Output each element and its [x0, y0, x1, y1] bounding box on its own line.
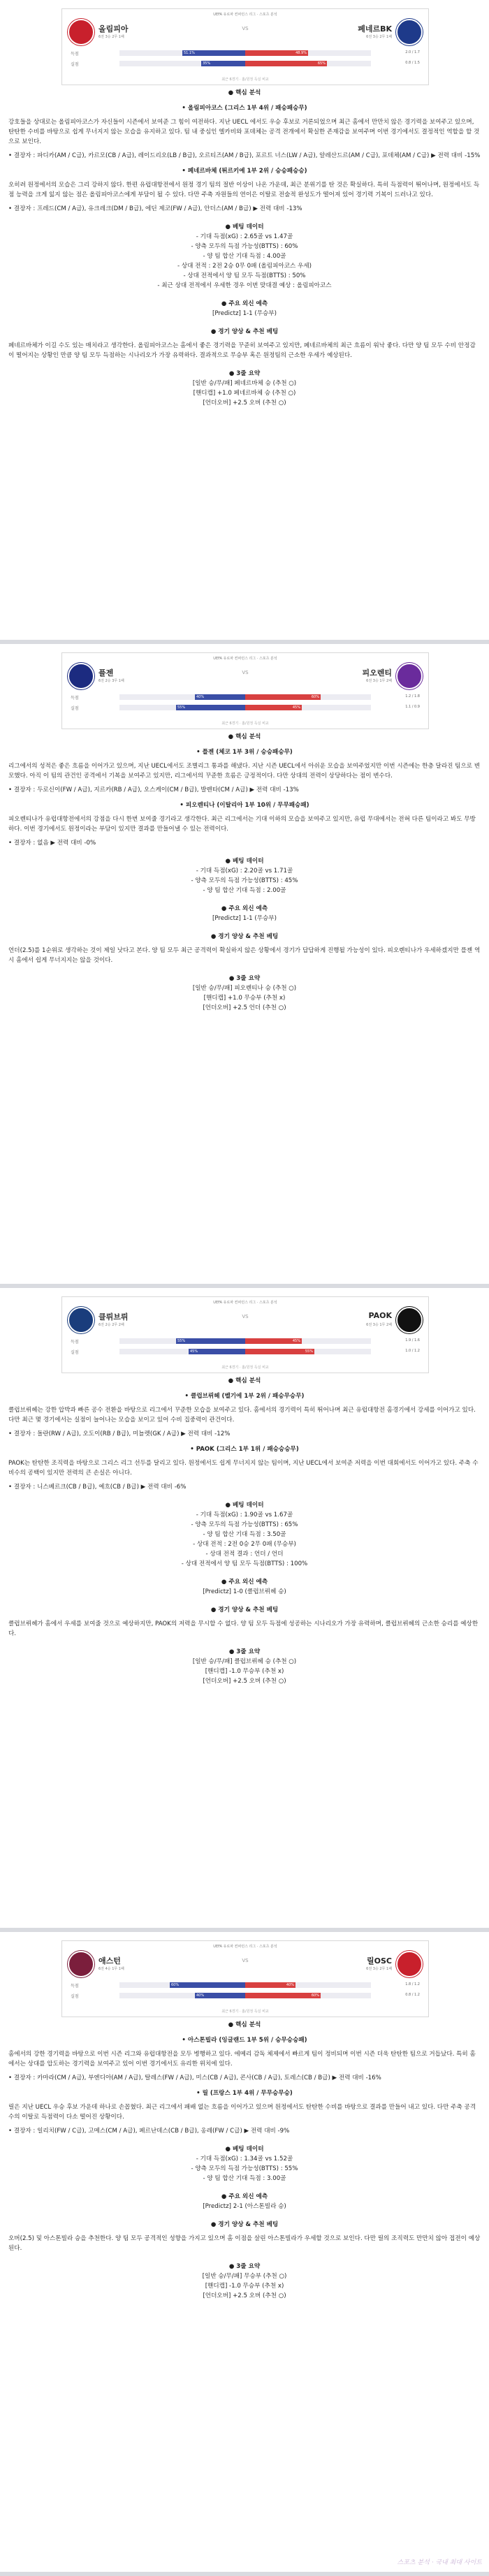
comparison-row [71, 694, 420, 701]
comparison-value: 1.8 / 1.2 [405, 1982, 420, 1986]
data-line: - 양측 모두의 득점 가능성(BTTS) : 45% [191, 877, 298, 884]
data-line: [핸디캡] -1.0 무승부 (추천 x) [205, 1668, 284, 1675]
section-heading: ● 주요 외신 예측 [221, 1579, 268, 1586]
analysis-paragraph: • 결장자 : 없음 ▶ 전력 대비 -0% [8, 840, 96, 847]
comparison-label: 득점 [71, 1340, 79, 1345]
team-subheading: • 클럽브뤼헤 (벨기에 1부 2위 / 패승무승무) [184, 1393, 305, 1400]
away-team [311, 1307, 423, 1335]
data-line: - 상대 전적에서 양 팀 모두 득점(BTTS) : 100% [181, 1560, 308, 1567]
comparison-track [119, 694, 371, 700]
away-share-bar: 65% [245, 61, 327, 66]
section-heading: ● 주요 외신 예측 [221, 905, 268, 912]
analysis-content [0, 732, 489, 1013]
away-share-bar: 45% [245, 705, 302, 710]
match-card [61, 1940, 429, 2017]
away-crest-icon [396, 1951, 423, 1977]
away-team [311, 663, 423, 691]
comparison-bars [71, 1338, 420, 1359]
home-team [68, 1951, 180, 1979]
data-line: - 기대 득점(xG) : 2.20골 vs 1.71골 [196, 868, 293, 874]
analysis-paragraph: 클럽브뤼헤가 홈에서 우세를 보여줄 것으로 예상하지만, PAOK의 저력을 무시할 수 없다. 양 팀 모두 득점에 성공하는 시나리오가 가장 유력하며, 클럽브뤼헤의 근소한 승리를 예상한다. [8, 1620, 479, 1637]
comparison-row [71, 1348, 420, 1355]
away-share-bar: 45% [245, 1338, 302, 1344]
comparison-label: 득점 [71, 1984, 79, 1989]
away-crest-icon [396, 19, 423, 45]
comparison-track [119, 50, 371, 56]
section-heading: ● 경기 양상 & 추천 베팅 [210, 1607, 279, 1613]
section-heading: ● 3줄 요약 [228, 1648, 261, 1655]
data-line: [핸디캡] -1.0 무승부 (추천 x) [205, 2283, 284, 2290]
data-line: - 상대 전적에서 양 팀 모두 득점(BTTS) : 50% [183, 272, 306, 279]
data-line: - 양측 모두의 득점 가능성(BTTS) : 60% [191, 243, 298, 250]
card-footer: 최근 6경기 · 홈/원정 득실 비교 [221, 1366, 269, 1370]
comparison-track [119, 705, 371, 710]
home-team-name: 플젠 [98, 668, 114, 678]
vs-label: VS [242, 1958, 249, 1963]
comparison-row [71, 1338, 420, 1345]
away-team-name: 릴OSC [367, 1956, 392, 1966]
analysis-paragraph: • 결장자 : 일리치(FW / C급), 고메스(CM / A급), 페르난데스(CB / B급), 옹레(FW / C급) ▶ 전력 대비 -9% [8, 2128, 290, 2135]
match-card [61, 1296, 429, 1373]
analysis-content [0, 2020, 489, 2301]
comparison-track [119, 1993, 371, 1998]
section-heading: ● 주요 외신 예측 [221, 2193, 268, 2200]
home-team-record: 6전 2승 3무 1패 [98, 679, 124, 683]
comparison-value: 1.0 / 1.2 [405, 1349, 420, 1353]
data-line: - 상대 전적 : 2전 2승 0무 0패 (올림피아코스 우세) [177, 263, 312, 270]
data-line: - 양측 모두의 득점 가능성(BTTS) : 65% [191, 1521, 298, 1528]
analysis-paragraph: 리그에서의 성적은 좋은 흐름을 이어가고 있으며, 지난 UECL에서도 조별리그 통과를 해냈다. 지난 시즌 UECL에서 아쉬운 모습을 보여주었지만 이번 시즌에는 한층 달라진 팀으로 변모했다. 아직 이 팀의 관건인 공격에서 기복을 보여주고 있지만, 리그에서의 꾸준한 흐름은 긍정적이다. 다만 상대의 전력이 상당하다는 점이 변수다. [8, 763, 481, 780]
home-crest-icon [68, 1951, 94, 1977]
home-crest-icon [68, 1307, 94, 1333]
home-team-name: 애스턴 [98, 1956, 121, 1966]
analysis-paragraph: • 결장자 : 프레드(CM / A급), 유크레크(DM / B급), 에딘 제코(FW / A급), 안더스(AM / B급) ▶ 전력 대비 -13% [8, 205, 302, 212]
comparison-track [119, 1338, 371, 1344]
data-line: [언더오버] +2.5 오버 (추천 ○) [203, 1678, 286, 1685]
home-team-name: 클뤼브뤼 [98, 1312, 129, 1322]
away-share-bar: 48.9% [245, 50, 308, 56]
analysis-paragraph: 오히려 원정에서의 모습은 그리 강하지 않다. 한편 유럽대항전에서 원정 경기 팀의 절반 이상이 나온 가운데, 최근 분위기를 탄 것은 확실하다. 특히 득점력이 뛰어나며, 원정에서도 득점 능력을 크게 잃지 않는 점은 올림피아코스에게 부담이 될 수 있다. 다만 주축 자원들의 연이은 이탈로 전술적 완성도가 떨어져 있어 경기력 기복이 드러나고 있다. [8, 182, 480, 198]
comparison-bars [71, 694, 420, 715]
comparison-track [119, 61, 371, 66]
card-footer: 최근 6경기 · 홈/원정 득실 비교 [221, 2010, 269, 2014]
data-line: - 상대 전적 : 2전 0승 2무 0패 (무승부) [193, 1541, 296, 1548]
analysis-paragraph: • 결장자 : 니스베르크(CB / B급), 예흐(CB / B급) ▶ 전력 대비 -6% [8, 1484, 187, 1491]
comparison-row [71, 50, 420, 57]
site-watermark: 스포츠 분석 · 국내 최대 사이트 [397, 2559, 482, 2566]
section-heading: ● 베팅 데이터 [225, 858, 264, 865]
match-meta: UEFA 유로파 컨퍼런스 리그 · 스포츠 분석 [213, 657, 277, 661]
away-share-bar: 60% [245, 694, 321, 700]
comparison-label: 실점 [71, 1994, 79, 1999]
home-team [68, 1307, 180, 1335]
vs-label: VS [242, 670, 249, 675]
team-subheading: • 플젠 (체코 1부 3위 / 승승패승무) [196, 749, 293, 756]
away-team [311, 19, 423, 47]
comparison-value: 0.8 / 1.5 [405, 61, 420, 65]
data-line: [Predictz] 1-1 (무승부) [212, 915, 277, 922]
analysis-paragraph: 피오렌티나가 유럽대항전에서의 강점을 다시 한번 보여줄 경기라고 생각한다. 최근 리그에서는 기대 이하의 모습을 보여주고 있지만, 유럽 무대에서는 전혀 다른 팀이라고 봐도 무방하다. 이번 경기에서도 원정이라는 부담이 있지만 결과를 만들어낼 수 있는 전력이다. [8, 816, 476, 833]
match-section [0, 1932, 489, 2576]
home-crest-icon [68, 19, 94, 45]
away-share-bar: 60% [245, 1993, 321, 1998]
section-heading: ● 3줄 요약 [228, 370, 261, 377]
section-divider [0, 2572, 489, 2576]
analysis-content [0, 1376, 489, 1686]
away-team-record: 6전 3승 2무 1패 [366, 35, 392, 39]
data-line: [Predictz] 1-1 (무승부) [212, 310, 277, 317]
data-line: - 기대 득점(xG) : 2.65골 vs 1.47골 [196, 233, 293, 240]
comparison-bars [71, 1982, 420, 2003]
match-section [0, 644, 489, 1288]
home-team-name: 올림피아 [98, 24, 129, 34]
away-share-bar: 55% [245, 1349, 314, 1354]
comparison-label: 득점 [71, 696, 79, 701]
match-card [61, 652, 429, 729]
comparison-value: 1.9 / 1.6 [405, 1338, 420, 1342]
analysis-paragraph: 강호들을 상대로는 올림피아코스가 자신들이 시즌에서 보여준 그 힘이 여전하다. 지난 UECL 에서도 우승 후보로 거론되었으며 최근 홈에서 만만치 않은 경기력을 보여주고 있으며, 탄탄한 수비를 바탕으로 쉽게 무너지지 않는 모습을 유지하고 있다. 팀 내 중심인 엘카비와 포데체는 공격 전개에서 확실한 존재감을 보여주며 이번 경기에서도 결정적인 역할을 할 것으로 보인다. [8, 119, 480, 145]
comparison-label: 실점 [71, 1350, 79, 1355]
home-team [68, 19, 180, 47]
home-team-record: 6전 4승 1무 1패 [98, 1967, 124, 1971]
section-heading: ● 핵심 분석 [228, 1377, 261, 1384]
data-line: [Predictz] 1-0 (클럽브뤼헤 승) [203, 1588, 286, 1595]
away-team-name: 페네르BK [358, 24, 392, 34]
home-crest-icon [68, 663, 94, 689]
analysis-paragraph: 오버(2.5) 및 아스톤빌라 승을 추천한다. 양 팀 모두 공격적인 성향을 가지고 있으며 홈 이점을 살린 아스톤빌라가 우세할 것으로 보인다. 다만 릴의 조직력도 만만치 않아 접전이 예상된다. [8, 2235, 481, 2252]
home-team-record: 6전 2승 2무 2패 [98, 1323, 124, 1327]
data-line: [일반 승/무/패] 클럽브뤼헤 승 (추천 ○) [192, 1658, 297, 1665]
data-line: [언더오버] +2.5 오버 (추천 ○) [203, 2292, 286, 2299]
card-footer: 최근 6경기 · 홈/원정 득실 비교 [221, 722, 269, 726]
away-share-bar: 40% [245, 1982, 295, 1988]
home-share-bar: 51.1% [182, 50, 245, 56]
analysis-content [0, 88, 489, 408]
vs-label: VS [242, 1314, 249, 1319]
data-line: [언더오버] +2.5 오버 (추천 ○) [203, 400, 286, 407]
analysis-paragraph: 릴은 지난 UECL 우승 후보 가운데 하나로 손꼽혔다. 최근 리그에서 패배 없는 흐름을 이어가고 있으며 원정에서도 탄탄한 수비를 바탕으로 결과를 만들어 내고 있다. 다만 주축 공격수의 이탈로 득점력이 다소 떨어진 상황이다. [8, 2104, 476, 2121]
section-heading: ● 핵심 분석 [228, 733, 261, 740]
analysis-paragraph: 홈에서의 강한 경기력을 바탕으로 이번 시즌 리그와 유럽대항전을 모두 병행하고 있다. 에메리 감독 체제에서 빠르게 팀이 정비되며 이번 시즌 더욱 탄탄한 팀으로 거듭났다. 특히 홈에서는 상대를 압도하는 경기력을 보여주고 있어 이번 경기에서도 유리한 위치에 있다. [8, 2051, 476, 2068]
data-line: - 양 팀 합산 기대 득점 : 3.00골 [203, 2175, 286, 2182]
data-line: - 양측 모두의 득점 가능성(BTTS) : 55% [191, 2165, 298, 2172]
comparison-row [71, 704, 420, 711]
data-line: - 상대 전적 결과 : 언더 / 언더 [205, 1551, 284, 1558]
data-line: [일반 승/무/패] 무승부 (추천 ○) [202, 2273, 287, 2280]
comparison-value: 2.0 / 1.7 [405, 50, 420, 54]
match-meta: UEFA 유로파 컨퍼런스 리그 · 스포츠 분석 [213, 13, 277, 17]
section-heading: ● 핵심 분석 [228, 2021, 261, 2028]
data-line: - 기대 득점(xG) : 1.90골 vs 1.67골 [196, 1512, 293, 1518]
data-line: - 양 팀 합산 기대 득점 : 4.00골 [203, 253, 286, 260]
section-heading: ● 경기 양상 & 추천 베팅 [210, 328, 279, 335]
analysis-paragraph: • 결장자 : 카마라(CM / A급), 부엔디아(AM / A급), 탈레스(FW / A급), 미스(CB / A급), 콘사(CB / A급), 토레스(CB / B급) ▶ 전력 대비 -16% [8, 2074, 381, 2081]
comparison-track [119, 1349, 371, 1354]
comparison-value: 0.8 / 1.2 [405, 1993, 420, 1997]
analysis-paragraph: 페네르바체가 이길 수도 있는 매치라고 생각한다. 올림피아코스는 홈에서 좋은 경기력을 꾸준히 보여주고 있지만, 페네르바체의 최근 흐름이 워낙 좋다. 다만 양 팀 모두 수비 안정감이 떨어지는 상황인 만큼 양 팀 모두 득점하는 시나리오가 가장 유력하다. 결과적으로 무승부 혹은 원정팀의 근소한 우세가 예상된다. [8, 342, 476, 359]
section-heading: ● 3줄 요약 [228, 2263, 261, 2270]
team-subheading: • 올림피아코스 (그리스 1부 4위 / 패승패승무) [182, 105, 307, 112]
data-line: [핸디캡] +1.0 무승부 (추천 x) [203, 995, 286, 1002]
data-line: [언더오버] +2.5 언더 (추천 ○) [203, 1004, 286, 1011]
team-subheading: • PAOK (그리스 1부 1위 / 패승승승무) [190, 1446, 299, 1453]
match-meta: UEFA 유로파 컨퍼런스 리그 · 스포츠 분석 [213, 1945, 277, 1949]
home-share-bar: 55% [176, 1338, 245, 1344]
away-team-record: 6전 3승 2무 1패 [366, 1967, 392, 1971]
data-line: - 양 팀 합산 기대 득점 : 2.00골 [203, 887, 286, 894]
team-subheading: • 릴 (프랑스 1부 4위 / 무무승무승) [196, 2090, 293, 2097]
away-team-name: PAOK [368, 1311, 392, 1320]
data-line: - 최근 상대 전적에서 우세한 경우 이번 맞대결 예상 : 올림피아코스 [157, 282, 332, 289]
comparison-row [71, 1992, 420, 1999]
home-share-bar: 40% [195, 1993, 245, 1998]
section-heading: ● 경기 양상 & 추천 베팅 [210, 933, 279, 940]
away-crest-icon [396, 1307, 423, 1333]
comparison-label: 실점 [71, 706, 79, 711]
section-heading: ● 주요 외신 예측 [221, 300, 268, 307]
section-heading: ● 베팅 데이터 [225, 1502, 264, 1509]
vs-label: VS [242, 26, 249, 31]
data-line: [핸디캡] +1.0 페네르바체 승 (추천 ○) [193, 390, 296, 397]
analysis-paragraph: 클럽브뤼헤는 강한 압박과 빠른 공수 전환을 바탕으로 리그에서 꾸준한 모습을 보여주고 있다. 홈에서의 경기력이 특히 뛰어나며 최근 유럽대항전 홈경기에서 강세를 이어가고 있다. 다만 최근 몇 경기에서는 실점이 늘어나는 모습을 보이고 있어 수비 집중력이 관건이다. [8, 1407, 476, 1424]
away-team-record: 6전 3승 1무 2패 [366, 679, 392, 683]
away-team-record: 6전 3승 1무 2패 [366, 1323, 392, 1327]
home-share-bar: 35% [201, 61, 245, 66]
home-team [68, 663, 180, 691]
match-card [61, 8, 429, 85]
comparison-row [71, 1982, 420, 1989]
home-share-bar: 40% [195, 694, 245, 700]
data-line: [일반 승/무/패] 페네르바체 승 (추천 ○) [192, 380, 297, 387]
team-subheading: • 페네르바체 (튀르키예 1부 2위 / 승승패승승) [182, 168, 307, 175]
analysis-paragraph: • 결장자 : 두로신이(FW / A급), 지르카(RB / A급), 오스케이(CM / B급), 발렌타(CM / A급) ▶ 전력 대비 -13% [8, 786, 299, 793]
match-meta: UEFA 유로파 컨퍼런스 리그 · 스포츠 분석 [213, 1301, 277, 1305]
data-line: - 양 팀 합산 기대 득점 : 3.50골 [203, 1531, 286, 1538]
away-team [311, 1951, 423, 1979]
home-share-bar: 55% [176, 705, 245, 710]
comparison-row [71, 60, 420, 67]
match-section [0, 0, 489, 644]
match-section [0, 1288, 489, 1932]
section-heading: ● 3줄 요약 [228, 975, 261, 982]
home-share-bar: 45% [189, 1349, 245, 1354]
analysis-paragraph: • 결장자 : 돌란(RW / A급), 오도이(RB / B급), 미뇰렛(GK / A급) ▶ 전력 대비 -12% [8, 1430, 231, 1437]
data-line: [Predictz] 2-1 (아스톤빌라 승) [203, 2203, 286, 2210]
team-subheading: • 피오렌티나 (이탈리아 1부 10위 / 무무패승패) [180, 802, 309, 809]
section-heading: ● 베팅 데이터 [225, 2146, 264, 2153]
analysis-paragraph: 언더(2.5)를 1순위로 생각하는 것이 제일 낫다고 본다. 양 팀 모두 최근 공격력이 확실하지 않은 상황에서 경기가 답답하게 진행될 가능성이 있다. 피오렌티나가 우세하겠지만 플젠 역시 홈에서 쉽게 무너지지는 않을 것이다. [8, 947, 481, 964]
comparison-bars [71, 50, 420, 71]
away-crest-icon [396, 663, 423, 689]
home-team-record: 6전 3승 2무 1패 [98, 35, 124, 39]
away-team-name: 피오렌티 [362, 668, 392, 678]
section-heading: ● 핵심 분석 [228, 89, 261, 96]
comparison-label: 실점 [71, 62, 79, 67]
analysis-paragraph: PAOK는 탄탄한 조직력을 바탕으로 그리스 리그 선두를 달리고 있다. 원정에서도 쉽게 무너지지 않는 팀이며, 지난 UECL에서 보여준 저력을 이번 대회에서도 이어가고 있다. 주축 수비수의 공백이 있지만 전력의 큰 손실은 아니다. [8, 1460, 479, 1477]
data-line: [일반 승/무/패] 피오렌티나 승 (추천 ○) [192, 985, 297, 992]
comparison-value: 1.2 / 1.8 [405, 694, 420, 698]
data-line: - 기대 득점(xG) : 1.34골 vs 1.52골 [196, 2156, 293, 2162]
section-heading: ● 베팅 데이터 [225, 224, 264, 230]
comparison-label: 득점 [71, 52, 79, 57]
analysis-paragraph: • 결장자 : 파디카(AM / C급), 카르모(CB / A급), 레이드리오(LB / B급), 오르티즈(AM / B급), 포르트 너스(LW / A급), 알레산드르(AM / C급), 포데체(AM / C급) ▶ 전력 대비 -15% [8, 152, 481, 159]
comparison-track [119, 1982, 371, 1988]
comparison-value: 1.1 / 0.9 [405, 705, 420, 709]
card-footer: 최근 6경기 · 홈/원정 득실 비교 [221, 78, 269, 82]
section-heading: ● 경기 양상 & 추천 베팅 [210, 2221, 279, 2228]
team-subheading: • 아스톤빌라 (잉글랜드 1부 5위 / 승무승승패) [182, 2037, 307, 2044]
home-share-bar: 60% [170, 1982, 245, 1988]
